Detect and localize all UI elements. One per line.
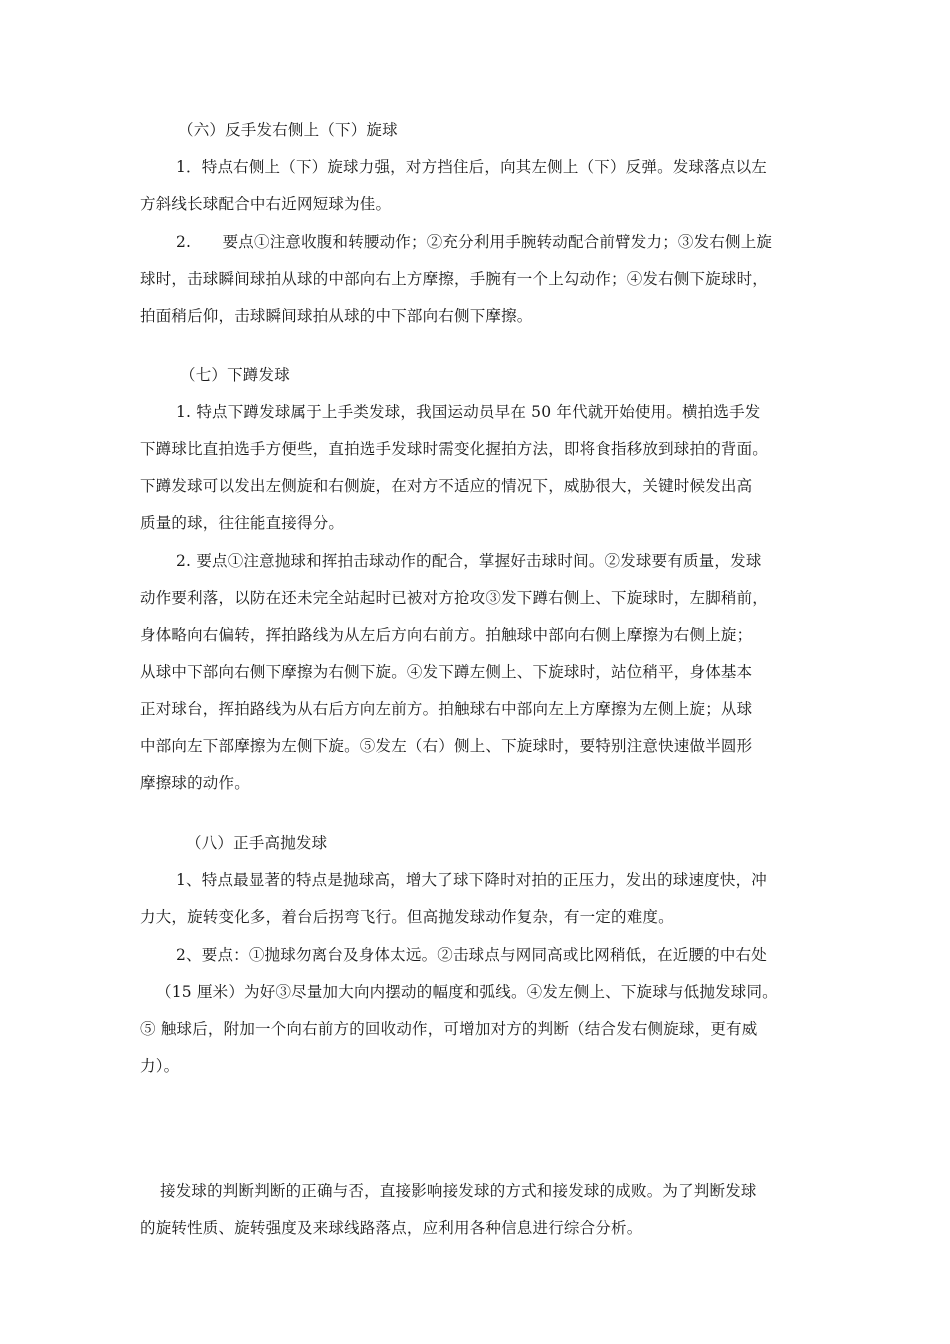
paragraph-line: 1．特点右侧上（下）旋球力强，对方挡住后，向其左侧上（下）反弹。发球落点以左	[176, 158, 767, 176]
paragraph-line: （15 厘米）为好③尽量加大向内摆动的幅度和弧线。④发左侧上、下旋球与低抛发球同。	[156, 983, 778, 1001]
paragraph-line: 力大，旋转变化多，着台后拐弯飞行。但高抛发球动作复杂，有一定的难度。	[140, 908, 674, 926]
paragraph-line: 2. 要点①注意收腹和转腰动作；②充分利用手腕转动配合前臂发力；③发右侧上旋	[176, 233, 773, 251]
paragraph-line: 2. 要点①注意抛球和挥拍击球动作的配合，掌握好击球时间。②发球要有质量，发球	[176, 552, 762, 570]
paragraph-line: 下蹲发球可以发出左侧旋和右侧旋，在对方不适应的情况下，威胁很大，关键时候发出高	[140, 477, 753, 495]
section-heading-7: （七）下蹲发球	[180, 366, 290, 384]
paragraph-line: 2、要点：①抛球勿离台及身体太远。②击球点与网同高或比网稍低，在近腰的中右处	[176, 946, 767, 964]
paragraph-line: 球时，击球瞬间球拍从球的中部向右上方摩擦，手腕有一个上勾动作；④发右侧下旋球时，	[140, 270, 769, 288]
closing-paragraph-line: 接发球的判断判断的正确与否，直接影响接发球的方式和接发球的成败。为了判断发球	[160, 1182, 757, 1200]
paragraph-line: 身体略向右偏转，挥拍路线为从左后方向右前方。拍触球中部向右侧上摩擦为右侧上旋；	[140, 626, 753, 644]
paragraph-line: ⑤ 触球后，附加一个向右前方的回收动作，可增加对方的判断（结合发右侧旋球，更有威	[140, 1020, 758, 1038]
paragraph-line: 中部向左下部摩擦为左侧下旋。⑤发左（右）侧上、下旋球时，要特别注意快速做半圆形	[140, 737, 753, 755]
paragraph-line: 摩擦球的动作。	[140, 774, 250, 792]
paragraph-line: 正对球台，挥拍路线为从右后方向左前方。拍触球右中部向左上方摩擦为左侧上旋；从球	[140, 700, 753, 718]
paragraph-line: 力）。	[140, 1057, 180, 1075]
paragraph-line: 拍面稍后仰，击球瞬间球拍从球的中下部向右侧下摩擦。	[140, 307, 533, 325]
section-heading-8: （八）正手高抛发球	[186, 834, 328, 852]
paragraph-line: 动作要利落，以防在还未完全站起时已被对方抢攻③发下蹲右侧上、下旋球时，左脚稍前，	[140, 589, 769, 607]
paragraph-line: 1. 特点下蹲发球属于上手类发球，我国运动员早在 50 年代就开始使用。横拍选手发	[176, 403, 761, 421]
closing-paragraph-line: 的旋转性质、旋转强度及来球线路落点，应利用各种信息进行综合分析。	[140, 1219, 643, 1237]
paragraph-line: 从球中下部向右侧下摩擦为右侧下旋。④发下蹲左侧上、下旋球时，站位稍平，身体基本	[140, 663, 753, 681]
paragraph-line: 质量的球，往往能直接得分。	[140, 514, 345, 532]
paragraph-line: 方斜线长球配合中右近网短球为佳。	[140, 195, 392, 213]
section-heading-6: （六）反手发右侧上（下）旋球	[178, 121, 398, 139]
paragraph-line: 1、特点最显著的特点是抛球高，增大了球下降时对拍的正压力，发出的球速度快，冲	[176, 871, 767, 889]
paragraph-line: 下蹲球比直拍选手方便些，直拍选手发球时需变化握拍方法，即将食指移放到球拍的背面。	[140, 440, 769, 458]
